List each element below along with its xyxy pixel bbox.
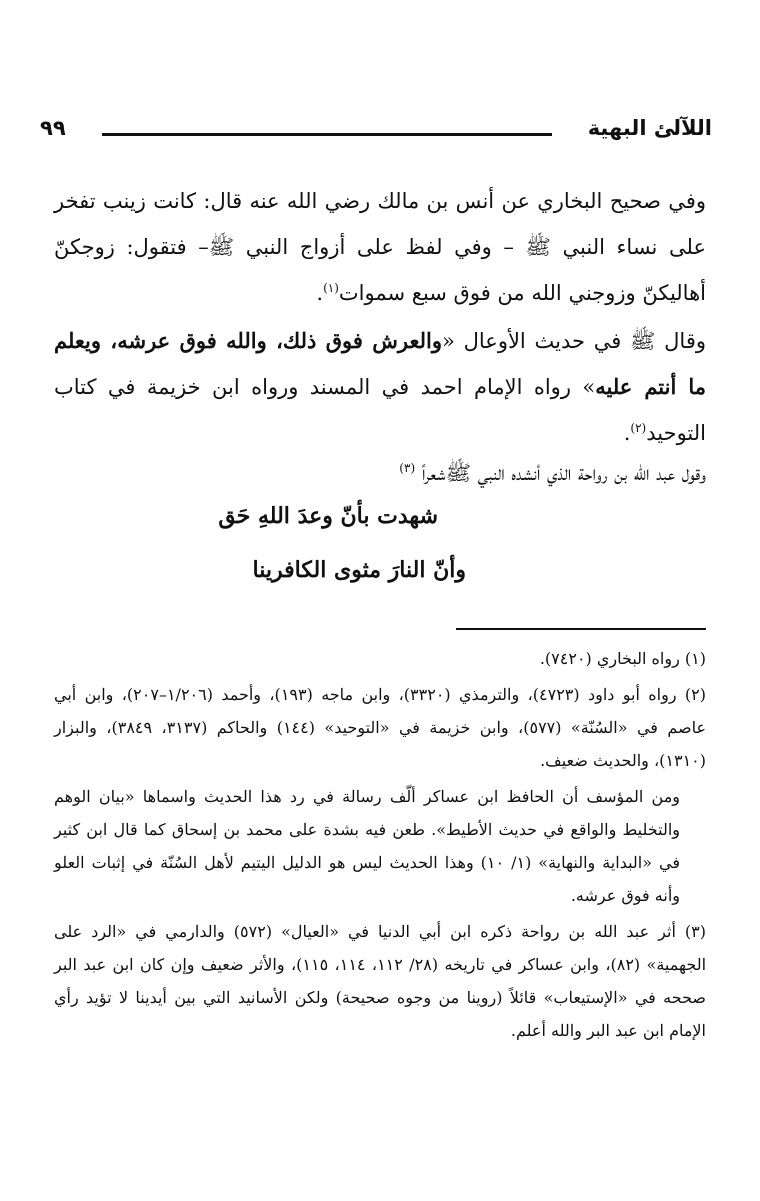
- paragraph-bukhari: وفي صحيح البخاري عن أنس بن مالك رضي الله عنه قال: كانت زينب تفخر على نساء النبي ﷺ – وفي لفظ على أزواج النبي ﷺ– فتقول: زوجكنّ أهاليكنّ وزوجني الله من فوق سبع سموات$^{(١)}$.: [54, 189, 706, 305]
- paragraph-intro: وقال ﷺ في حديث الأوعال «: [442, 329, 706, 353]
- footnote-separator: [456, 628, 706, 630]
- footnote-1: (١) رواه البخاري (٧٤٢٠).: [539, 649, 706, 668]
- footnote-ref-2: (٢): [630, 421, 647, 435]
- paragraph-text: وقول عبد الله بن رواحة الذي أنشده النبي ﷺشعراً: [421, 461, 706, 485]
- paragraph-awal-hadith: وقال ﷺ في حديث الأوعال «والعرش فوق ذلك، والله فوق عرشه، ويعلم ما أنتم عليه» رواه الإمام احمد في المسند ورواه ابن خزيمة في كتاب التوحيد$^{(٢)}$.: [54, 328, 707, 445]
- footnote-ref-1: (١): [323, 281, 339, 295]
- footnote-2-continued: ومن المؤسف أن الحافظ ابن عساكر ألّف رسالة في رد هذا الحديث واسماها «بيان الوهم والتخليط والواقع في حديث الأطيط». طعن فيه بشدة على محمد بن إسحاق كما قال ابن كثير في «البداية والنهاية» (١/ ١٠) وهذا الحديث ليس هو الدليل اليتيم لأهل السُنّة في إثبات العلو وأنه فوق عرشه.: [54, 787, 681, 905]
- running-title: اللآلئ البهية: [587, 116, 712, 140]
- paragraph-text: وفي صحيح البخاري عن أنس بن مالك رضي الله عنه قال: كانت زينب تفخر على نساء النبي ﷺ – وفي لفظ على أزواج النبي ﷺ– فتقول: زوجكنّ أهاليكنّ وزوجني الله من فوق سبع سموات: [54, 189, 706, 305]
- footnote-2: (٢) رواه أبو داود (٤٧٢٣)، والترمذي (٣٣٢٠)، وابن ماجه (١٩٣)، وأحمد (١/٢٠٦–٢٠٧)، وابن أبي عاصم في «السُنّة» (٥٧٧)، وابن خزيمة في «التوحيد» (١٤٤) والحاكم (٣١٣٧، ٣٨٤٩)، والبزار (١٣١٠)، والحديث ضعيف.: [54, 685, 707, 770]
- footnote-ref-3: (٣): [399, 461, 416, 475]
- header-rule: [102, 133, 552, 136]
- footnotes: [54, 642, 706, 1047]
- paragraph-text: » رواه الإمام احمد في المسند ورواه ابن خزيمة في كتاب التوحيد: [54, 375, 706, 445]
- paragraph-ibn-rawaha: [54, 450, 706, 496]
- poem-verse-1: شهدت بأنّ وعدَ اللهِ حَق: [218, 503, 438, 529]
- hadith-quote: والعرش فوق ذلك، والله فوق عرشه، ويعلم ما أنتم عليه: [54, 328, 707, 399]
- poem-verse-2: وأنّ النارَ مثوى الكافرينا: [252, 557, 466, 583]
- page-header: [40, 112, 712, 152]
- page-number: ٩٩: [40, 116, 66, 140]
- footnote-3: (٣) أثر عبد الله بن رواحة ذكره ابن أبي الدنيا في «العيال» (٥٧٢) والدارمي في «الرد على الجهمية» (٨٢)، وابن عساكر في تاريخه (٢٨/ ١١٢، ١١٤، ١١٥)، والأثر ضعيف وإن كان ابن عبد البر صححه في «الإستيعاب» قائلاً (روينا من وجوه صحيحة) ولكن الأسانيد التي بين أيدينا لا تؤيد رأي الإمام ابن عبد البر والله أعلم.: [54, 922, 707, 1040]
